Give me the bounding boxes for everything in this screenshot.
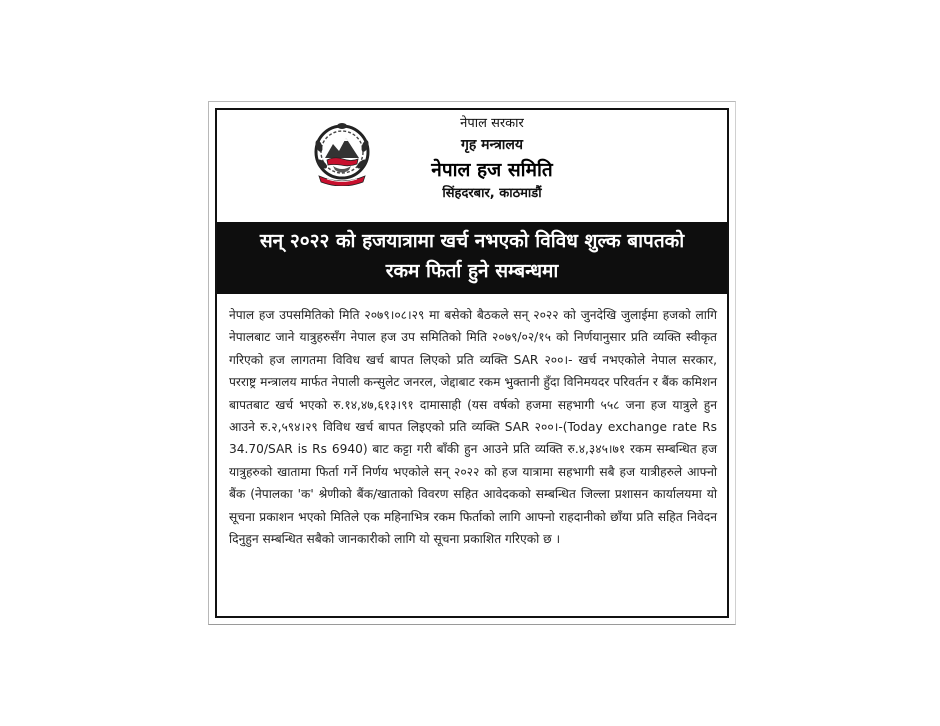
notice-title-line-1: सन् २०२२ को हजयात्रामा खर्च नभएको विविध शुल्क बापतको [259,230,685,252]
government-name: नेपाल सरकार [460,116,524,131]
header-lines [217,114,727,204]
committee-address: सिंहदरबार, काठमाडौं [442,186,542,201]
committee-name: नेपाल हज समिति [431,159,553,181]
notice-title-line-2: रकम फिर्ता हुने सम्बन्धमा [385,260,559,282]
notice-box [215,108,729,618]
notice-frame [208,101,736,625]
ministry-name: गृह मन्त्रालय [460,137,524,153]
notice-title [217,222,727,294]
notice-body: नेपाल हज उपसमितिको मिति २०७९।०८।२९ मा बसेको बैठकले सन् २०२२ को जुनदेखि जुलाईमा हजको लागि नेपालबाट जाने यात्रुहरुसँग नेपाल हज उप समितिको मिति २०७९/०२/१५ को निर्णयानुसार प्रति व्यक्ति स्वीकृत गरिएको हज लागतमा विविध खर्च बापत लिएको प्रति व्यक्ति SAR २००।- खर्च नभएकोले नेपाल सरकार, परराष्ट्र मन्त्रालय मार्फत नेपाली कन्सुलेट जनरल, जेद्दाबाट रकम भुक्तानी हुँदा विनिमयदर परिवर्तन र बैंक कमिशन बापतबाट खर्च भएको रु.१४,४७,६१३।९१ दामासाही (यस वर्षको हजमा सहभागी ५५८ जना हज यात्रुले हुन आउने रु.२,५९४।२९ विविध खर्च बापत लिइएको प्रति व्यक्ति SAR २००।-(Today exchange rate Rs 34.70/SAR is Rs 6940) बाट कट्टा गरी बाँकी हुन आउने प्रति व्यक्ति रु.४,३४५।७१ रकम सम्बन्धित हज यात्रुहरुको खातामा फिर्ता गर्ने निर्णय भएकोले सन् २०२२ को हज यात्रामा सहभागी सबै हज यात्रीहरुले आफ्नो बैंक (नेपालका 'क' श्रेणीको बैंक/खाताको विवरण सहित आवेदकको सम्बन्धित जिल्ला प्रशासन कार्यालयमा यो सूचना प्रकाशन भएको मितिले एक महिनाभित्र रकम फिर्ताको लागि आफ्नो राहदानीको छाँया प्रति सहित निवेदन दिनुहुन सम्बन्धित सबैको जानकारीको लागि यो सूचना प्रकाशित गरिएको छ । [229,308,717,547]
notice-header [217,110,727,222]
